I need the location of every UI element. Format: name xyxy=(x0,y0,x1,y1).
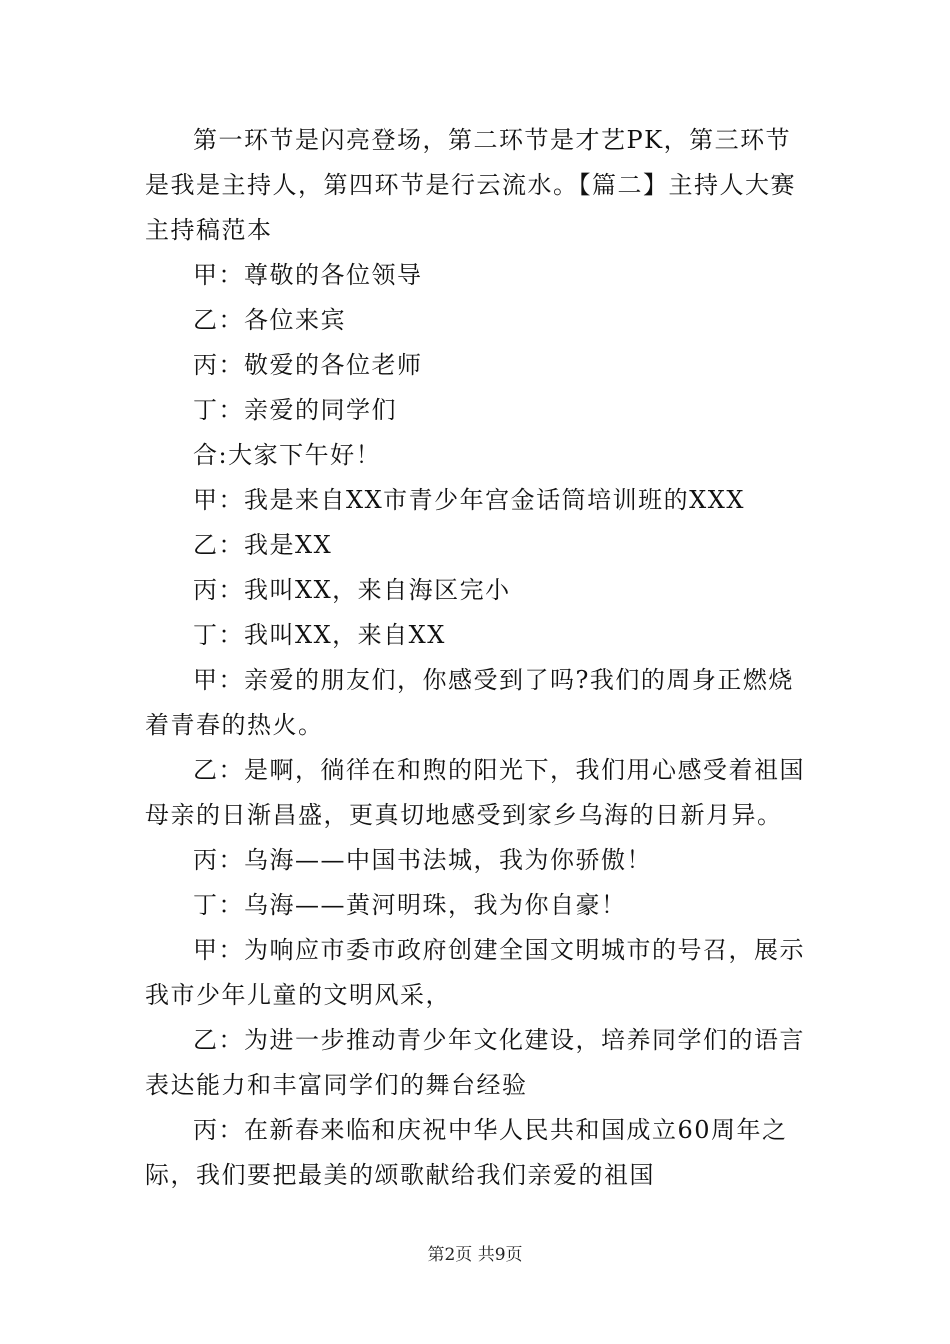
paragraph: 合:大家下午好！ xyxy=(193,441,382,469)
paragraph: 甲：我是来自XX市青少年宫金话筒培训班的XXX xyxy=(193,486,745,514)
paragraph: 乙：我是XX xyxy=(193,531,333,559)
paragraph: 甲：尊敬的各位领导 xyxy=(193,261,423,289)
paragraph: 丙：乌海——中国书法城，我为你骄傲！ xyxy=(193,846,652,874)
document-body xyxy=(145,118,810,1198)
paragraph: 丙：我叫XX，来自海区完小 xyxy=(193,576,511,604)
paragraph: 丙：敬爱的各位老师 xyxy=(193,351,423,379)
paragraph: 第一环节是闪亮登场，第二环节是才艺PK，第三环节是我是主持人，第四环节是行云流水。【篇二】主持人大赛主持稿范本 xyxy=(145,126,796,244)
paragraph: 丁：我叫XX，来自XX xyxy=(193,621,446,649)
paragraph: 丁：乌海——黄河明珠，我为你自豪！ xyxy=(193,891,627,919)
paragraph: 丁：亲爱的同学们 xyxy=(193,396,397,424)
paragraph: 乙：为进一步推动青少年文化建设，培养同学们的语言表达能力和丰富同学们的舞台经验 xyxy=(145,1026,805,1099)
paragraph: 甲：为响应市委市政府创建全国文明城市的号召，展示我市少年儿童的文明风采， xyxy=(145,936,805,1009)
paragraph: 丙：在新春来临和庆祝中华人民共和国成立60周年之际，我们要把最美的颂歌献给我们亲爱的祖国 xyxy=(145,1116,788,1189)
paragraph: 乙：各位来宾 xyxy=(193,306,346,334)
paragraph: 甲：亲爱的朋友们，你感受到了吗?我们的周身正燃烧着青春的热火。 xyxy=(145,666,794,739)
page-number-footer: 第2页 共9页 xyxy=(427,1245,523,1265)
paragraph: 乙：是啊，徜徉在和煦的阳光下，我们用心感受着祖国母亲的日渐昌盛，更真切地感受到家乡乌海的日新月异。 xyxy=(145,756,805,829)
